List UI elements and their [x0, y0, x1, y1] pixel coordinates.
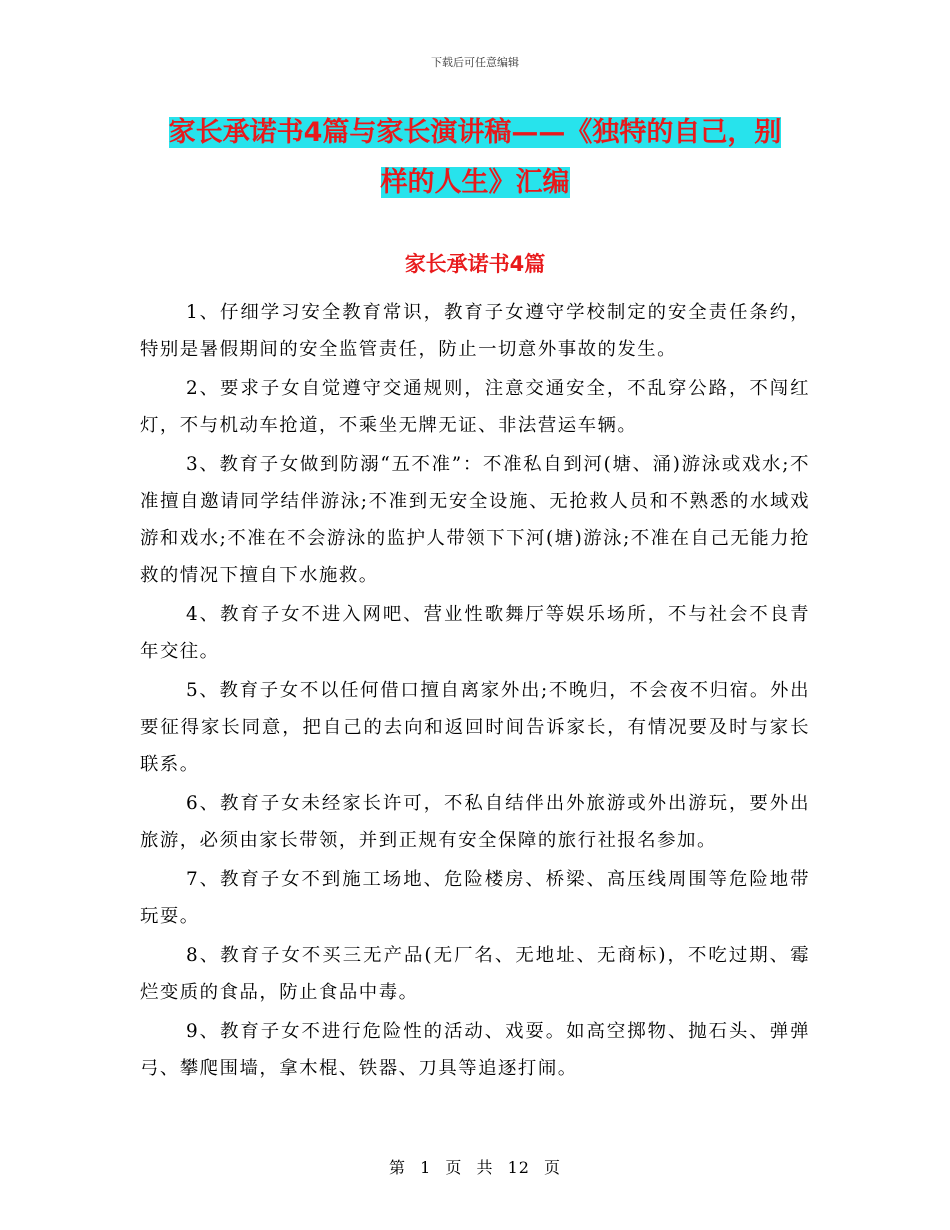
total-pages-number: 12: [507, 1158, 530, 1177]
paragraph-3: 3、教育子女做到防溺“五不准”：不准私自到河(塘、涌)游泳或戏水;不准擅自邀请同学结伴游泳;不准到无安全设施、无抢救人员和不熟悉的水域戏游和戏水;不准在不会游泳的监护人带领下下河(塘)游泳;不准在自己无能力抢救的情况下擅自下水施救。: [140, 454, 810, 586]
document-body: [140, 294, 810, 1089]
paragraph-4: 4、教育子女不进入网吧、营业性歌舞厅等娱乐场所，不与社会不良青年交往。: [140, 604, 810, 662]
section-title: 家长承诺书4篇: [404, 252, 546, 276]
footer-label-page: 第: [388, 1158, 406, 1177]
document-title: [140, 108, 810, 208]
header-note: 下载后可任意编辑: [431, 56, 519, 69]
paragraph-1: 1、仔细学习安全教育常识，教育子女遵守学校制定的安全责任条约，特别是暑假期间的安全监管责任，防止一切意外事故的发生。: [140, 302, 810, 360]
paragraph-6: 6、教育子女未经家长许可，不私自结伴出外旅游或外出游玩，要外出旅游，必须由家长带领，并到正规有安全保障的旅行社报名参加。: [140, 793, 810, 851]
paragraph-8: 8、教育子女不买三无产品(无厂名、无地址、无商标)，不吃过期、霉烂变质的食品，防止食品中毒。: [140, 945, 810, 1003]
current-page-number: 1: [420, 1158, 432, 1177]
paragraph-2: 2、要求子女自觉遵守交通规则，注意交通安全，不乱穿公路，不闯红灯，不与机动车抢道，不乘坐无牌无证、非法营运车辆。: [140, 378, 810, 436]
footer-label-page-unit: 页: [445, 1158, 463, 1177]
page-footer: [0, 1155, 950, 1178]
paragraph-5: 5、教育子女不以任何借口擅自离家外出;不晚归，不会夜不归宿。外出要征得家长同意，把自己的去向和返回时间告诉家长，有情况要及时与家长联系。: [140, 680, 810, 775]
document-title-line-1: 家长承诺书4篇与家长演讲稿——《独特的自己，别: [168, 117, 782, 148]
footer-label-total-unit: 页: [544, 1158, 562, 1177]
footer-label-total: 共: [476, 1158, 494, 1177]
document-title-line-2: 样的人生》汇编: [380, 167, 570, 198]
paragraph-7: 7、教育子女不到施工场地、危险楼房、桥梁、高压线周围等危险地带玩耍。: [140, 869, 810, 927]
paragraph-9: 9、教育子女不进行危险性的活动、戏耍。如高空掷物、抛石头、弹弹弓、攀爬围墙，拿木棍、铁器、刀具等追逐打闹。: [140, 1021, 810, 1079]
